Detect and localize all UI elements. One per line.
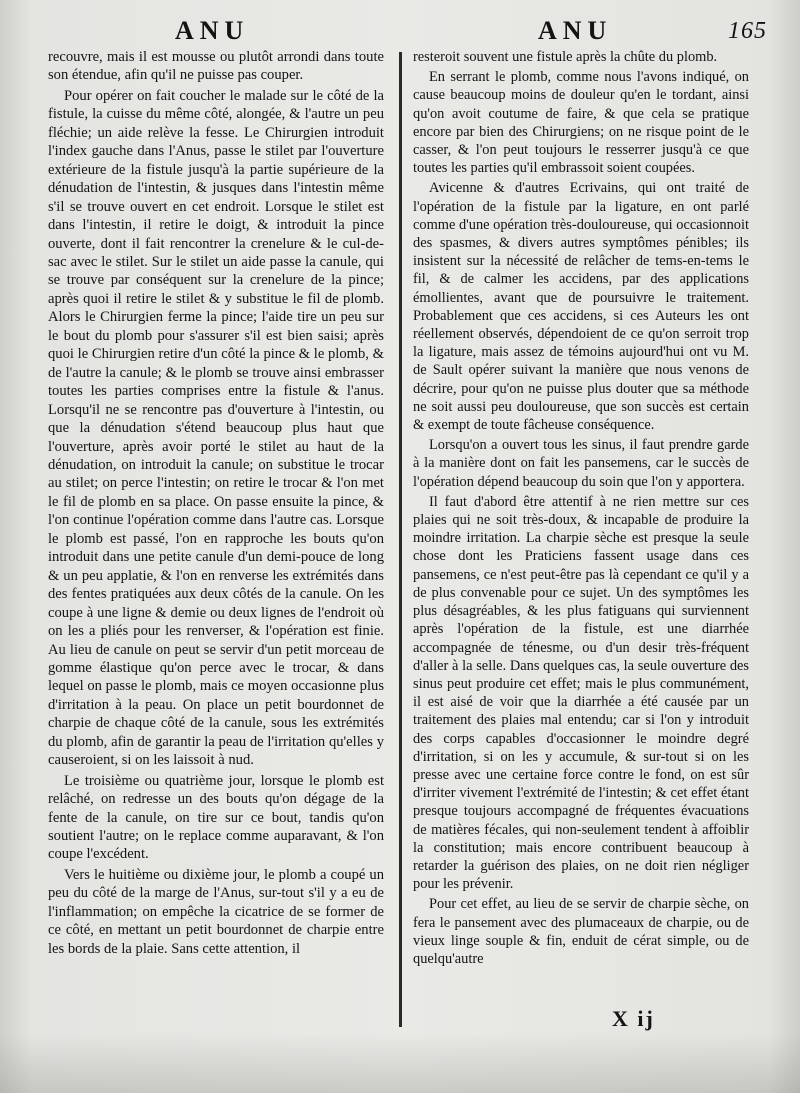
- paragraph: Vers le huitième ou dixième jour, le plomb a coupé un peu du côté de la marge de l'Anus, sur-tout s'il y a eu de l'inflammation; on empêche la cicatrice de se former de ce côté, en mettant un petit bourdonnet de charpie entre les bords de la plaie. Sans cette attention, il: [48, 866, 384, 957]
- paragraph: Lorsqu'on a ouvert tous les sinus, il faut prendre garde à la manière dont on fait les pansemens, car le succès de l'opération dépend beaucoup du soin que l'on y apportera.: [413, 437, 749, 490]
- column-divider: [399, 52, 402, 1027]
- paragraph: Le troisième ou quatrième jour, lorsque le plomb est relâché, on redresse un des bouts qu'on dégage de la fente de la canule, on tire sur ce bout, tandis qu'on soutient l'autre; on le replace comme auparavant, & l'on coupe l'excédent.: [48, 772, 384, 863]
- paragraph: Il faut d'abord être attentif à ne rien mettre sur ces plaies qui ne soit très-doux, & incapable de produire la moindre irritation. La charpie sèche est presque la seule chose dont les Praticiens fassent usage dans ces pansemens, ce n'est peut-être pas là cependant ce qu'il y a de plus convenable pour ce sujet. Un des symptômes les plus désagréables, & les plus fatiguans qui surviennent après l'opération de la fistule, est une diarrhée accompagnée de ténesme, ou d'un desir très-fréquent d'aller à la selle. Dans quelques cas, la seule ouverture des sinus peut produire cet effet; mais le plus communément, il est aisé de voir que la diarrhée a été causée par un traitement des plaies mal entendu; car si l'on y introduit des corps capables d'occasionner le moindre degré d'irritation, si on les y accumule, & sur-tout si on les presse avec une certaine force contre le fond, on est sûr d'irriter vivement l'extrémité de l'intestin; & cet effet étant presque toujours accompagné de fréquentes évacuations de matières fécales, qui non-seulement tendent à affoiblir la constitution; mais encore contribuent beaucoup à retarder la guérison des plaies, on ne doit rien négliger pour les prévenir.: [413, 493, 749, 893]
- running-head-left: ANU: [175, 16, 250, 45]
- paragraph: Pour cet effet, au lieu de se servir de charpie sèche, on fera le pansement avec des plumaceaux de charpie, ou de vieux linge souple & fin, enduit de cérat simple, ou de quelqu'autre: [413, 896, 749, 967]
- page-shadow: [0, 1033, 800, 1093]
- paragraph: recouvre, mais il est mousse ou plutôt arrondi dans toute son étendue, afin qu'il ne puisse pas couper.: [48, 49, 384, 84]
- left-column: [48, 48, 384, 960]
- paragraph: En serrant le plomb, comme nous l'avons indiqué, on cause beaucoup moins de douleur qu'en le tordant, ainsi qu'on avoit coutume de faire, & que cela se pratique encore par bien des Chirurgiens; on ne risque point de le casser, & l'on peut toujours le resserrer jusqu'à ce que toutes les parties qu'il embrassoit soient coupées.: [413, 69, 749, 177]
- signature-mark: X ij: [612, 1006, 655, 1031]
- paragraph: resteroit souvent une fistule après la chûte du plomb.: [413, 49, 718, 65]
- right-column: [413, 48, 749, 970]
- paragraph: Avicenne & d'autres Ecrivains, qui ont traité de l'opération de la fistule par la ligature, en ont parlé comme d'une opération très-douloureuse, qui occasionnoit des spasmes, & divers autres symptômes pénibles; ils insistent sur la nécessité de relâcher de tems-en-tems le fil, & de calmer les accidens, par des applications émollientes, avant que de poursuivre le traitement. Probablement que ces accidens, si ces Auteurs les ont réellement observés, dépendoient de ce qu'on serroit trop la ligature, mais assez de témoins aujourd'hui ont vu M. de Sault opérer suivant la manière que nous venons de décrire, pour qu'on ne puisse plus douter que sa méthode ne soit aussi peu douloureuse, que son succès est certain & exempt de toute fâcheuse conséquence.: [413, 180, 749, 434]
- running-head-right: ANU: [538, 16, 613, 45]
- paragraph: Pour opérer on fait coucher le malade sur le côté de la fistule, la cuisse du même côté, alongée, & l'autre un peu fléchie; un aide relève la fesse. Le Chirurgien introduit l'index gauche dans l'Anus, passe le stilet par l'ouverture extérieure de la fistule jusqu'à la partie supérieure de la dénudation de l'intestin, & jusques dans l'intestin même s'il se trouve ouvert en cet endroit. Lorsque le stilet est dans l'intestin, il retire le doigt, & introduit la pince ouverte, dont il fait rencontrer la crenelure & le cul-de-sac avec le stilet. Sur le stilet un aide passe la canule, qui se trouve par conséquent sur la crenelure de la pince; après quoi il retire le stilet & y substitue le fil de plomb. Alors le Chirurgien ferme la pince; l'aide tire un peu sur le bout du plomb pour s'assurer s'il est bien saisi; après quoi le Chirurgien retire d'un côté la pince & le plomb, & de l'autre la canule; & le plomb se trouve ainsi embrasser toutes les parties comprises entre la fistule & l'anus. Lorsqu'il ne se rencontre pas d'ouverture à l'intestin, ou que la dénudation s'étend beaucoup plus haut que l'ouverture, après avoir porté le stilet au haut de la dénudation, on introduit la canule; on substitue le trocar au stilet; on perce l'intestin; on retire le trocar & l'on met le fil de plomb en sa place. On passe ensuite la pince, & l'on continue l'opération comme dans l'autre cas. Lorsque le plomb est passé, l'on en rapproche les bouts qu'on introduit dans une petite canule d'un demi-pouce de long & un peu applatie, & l'on en renverse les extrémités dans des fentes pratiquées aux deux côtés de la canule. On les coupe à une ligne & demie ou deux lignes de l'endroit où on les a pliés pour les renverser, & l'opération est finie. Au lieu de canule on peut se servir d'un petit morceau de gomme élastique qu'on perce avec le trocar, & dans lequel on passe le plomb, mais ce moyen occasionne plus d'irritation à la peau. On place un petit bourdonnet de charpie de chaque côté de la canule, sous les extrémités du plomb, afin de garantir la peau de l'irritation qu'elles y causeroient, si on les laissoit à nud.: [48, 87, 384, 769]
- page-number: 165: [728, 18, 767, 44]
